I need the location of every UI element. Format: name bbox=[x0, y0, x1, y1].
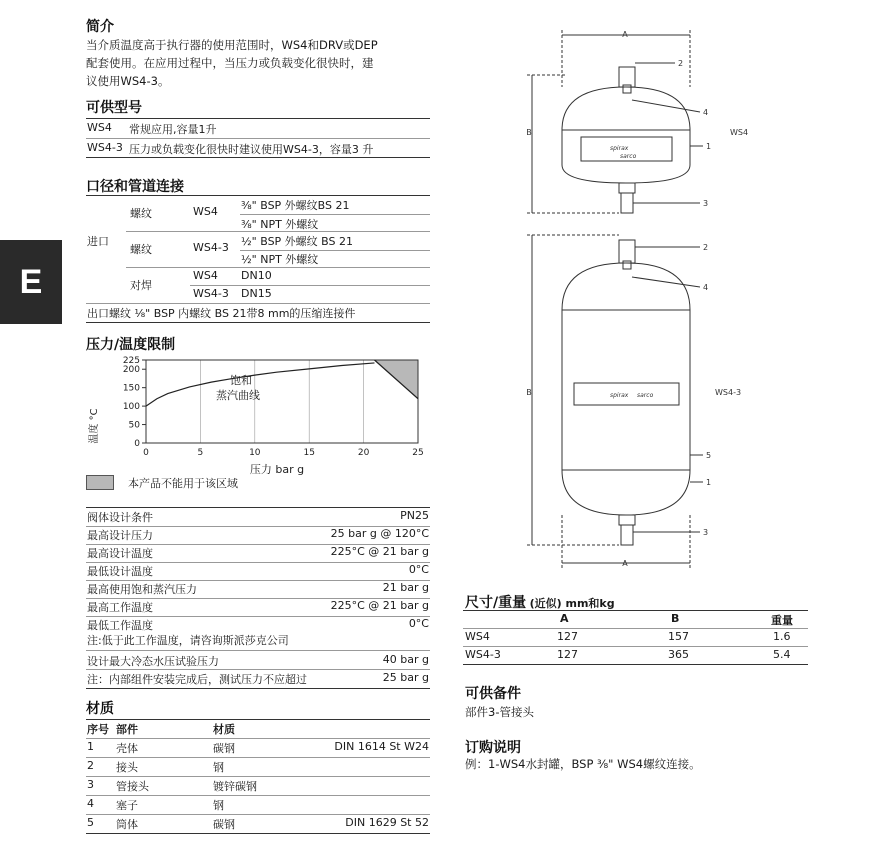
curve-label: 蒸汽曲线 bbox=[216, 389, 260, 402]
y-axis-label: 温度 °C bbox=[89, 408, 100, 444]
model-name: WS4 bbox=[87, 121, 112, 134]
mat-material: 碳钢 bbox=[213, 742, 235, 755]
callout: 2 bbox=[678, 59, 684, 68]
y-tick-label: 200 bbox=[122, 365, 140, 376]
mat-material: 碳钢 bbox=[213, 818, 235, 831]
conn-type: 螺纹 bbox=[130, 207, 152, 220]
y-tick-label: 50 bbox=[128, 420, 140, 431]
curve-label: 饱和 bbox=[230, 374, 252, 387]
plot-frame bbox=[146, 360, 418, 443]
hydro-label: 设计最大冷态水压试验压力 bbox=[87, 655, 219, 668]
legend-label: 本产品不能用于该区域 bbox=[128, 477, 238, 490]
mat-no: 1 bbox=[87, 740, 94, 753]
design-value: 0°C bbox=[408, 563, 429, 576]
dims-a: 127 bbox=[557, 630, 578, 643]
note2-label: 注：内部组件安装完成后，测试压力不应超过 bbox=[87, 673, 307, 686]
dim-a-label: A bbox=[622, 30, 628, 39]
mat-header: 序号 bbox=[87, 723, 109, 736]
brand-logo: spirax bbox=[610, 392, 629, 399]
x-tick-label: 15 bbox=[303, 448, 315, 458]
dims-heading: 尺寸/重量 bbox=[465, 595, 527, 611]
y-tick-label: 150 bbox=[122, 383, 140, 394]
pt-heading: 压力/温度限制 bbox=[86, 337, 176, 353]
dims-model: WS4-3 bbox=[465, 648, 501, 661]
mat-standard: DIN 1614 St W24 bbox=[334, 740, 429, 753]
mat-material: 钢 bbox=[213, 799, 224, 812]
brand-logo: sarco bbox=[620, 153, 637, 160]
intro-line-2: 配套使用。在应用过程中，当压力或负载变化很快时，建 bbox=[86, 56, 374, 70]
series-line bbox=[146, 363, 374, 406]
conn-spec: ½" BSP 外螺纹 BS 21 bbox=[241, 235, 354, 248]
ws4-label: WS4 bbox=[730, 128, 749, 137]
dims-heading-wrap bbox=[465, 592, 615, 612]
dims-a: 127 bbox=[557, 648, 578, 661]
model-name: WS4-3 bbox=[87, 141, 123, 154]
ordering-heading: 订购说明 bbox=[465, 740, 521, 756]
model-desc: 常规应用,容量1升 bbox=[129, 123, 217, 136]
intro-line-1: 当介质温度高于执行器的使用范围时，WS4和DRV或DEP bbox=[86, 38, 378, 52]
conn-spec: ⅜" BSP 外螺纹BS 21 bbox=[241, 199, 350, 212]
callout: 3 bbox=[703, 199, 709, 208]
mat-header: 部件 bbox=[116, 723, 138, 736]
brand-logo: sarco bbox=[637, 392, 654, 399]
design-label: 最高使用饱和蒸汽压力 bbox=[87, 583, 197, 596]
design-value: 225°C @ 21 bar g bbox=[330, 545, 429, 558]
intro-line-3: 议使用WS4-3。 bbox=[86, 74, 170, 88]
design-value: PN25 bbox=[400, 509, 429, 522]
section-tab: E bbox=[0, 240, 62, 324]
x-tick-label: 5 bbox=[197, 448, 204, 458]
design-value: 21 bar g bbox=[382, 581, 429, 594]
design-value: 0°C bbox=[408, 617, 429, 630]
mat-part: 接头 bbox=[116, 761, 138, 774]
ordering-text: 例：1-WS4水封罐，BSP ⅜" WS4螺纹连接。 bbox=[465, 757, 701, 771]
design-label: 最高设计温度 bbox=[87, 547, 153, 560]
hydro-value: 40 bar g bbox=[382, 653, 429, 666]
inlet-label: 进口 bbox=[87, 235, 109, 248]
conn-model: WS4-3 bbox=[193, 241, 229, 254]
mat-no: 2 bbox=[87, 759, 94, 772]
x-axis-label: 压力 bar g bbox=[249, 463, 305, 476]
design-value: 225°C @ 21 bar g bbox=[330, 599, 429, 612]
design-label: 最低工作温度 bbox=[87, 619, 153, 632]
callout: 4 bbox=[703, 283, 709, 292]
mat-standard: DIN 1629 St 52 bbox=[345, 816, 429, 829]
dims-w: 5.4 bbox=[773, 648, 791, 661]
model-desc: 压力或负载变化很快时建议使用WS4-3，容量3 升 bbox=[129, 143, 374, 156]
mat-part: 筒体 bbox=[116, 818, 138, 831]
mat-part: 塞子 bbox=[116, 799, 138, 812]
conn-model: WS4-3 bbox=[193, 287, 229, 300]
design-note: 注:低于此工作温度，请咨询斯派莎克公司 bbox=[87, 634, 289, 647]
y-tick-label: 100 bbox=[122, 402, 140, 413]
materials-heading: 材质 bbox=[86, 701, 114, 717]
design-label: 阀体设计条件 bbox=[87, 511, 153, 524]
mat-part: 管接头 bbox=[116, 780, 149, 793]
conn-model: WS4 bbox=[193, 205, 218, 218]
x-tick-label: 25 bbox=[412, 448, 424, 458]
mat-material: 镀锌碳钢 bbox=[213, 780, 257, 793]
outlet-spec: 出口螺纹 ⅛" BSP 内螺纹 BS 21带8 mm的压缩连接件 bbox=[87, 307, 356, 320]
conn-type: 螺纹 bbox=[130, 243, 152, 256]
note2-value: 25 bar g bbox=[382, 671, 429, 684]
spares-text: 部件3-管接头 bbox=[465, 705, 534, 719]
dims-header: B bbox=[671, 612, 680, 625]
callout: 5 bbox=[706, 451, 712, 460]
spares-heading: 可供备件 bbox=[465, 686, 521, 702]
intro-heading: 简介 bbox=[86, 19, 114, 35]
y-tick-label: 0 bbox=[134, 439, 140, 449]
ws43-label: WS4-3 bbox=[715, 388, 742, 397]
dim-b-label: B bbox=[526, 388, 532, 397]
dims-heading-sub: (近似) mm和kg bbox=[529, 597, 615, 610]
dims-header: 重量 bbox=[771, 614, 793, 627]
dims-b: 365 bbox=[668, 648, 689, 661]
callout: 2 bbox=[703, 243, 709, 252]
callout: 4 bbox=[703, 108, 709, 117]
callout: 3 bbox=[703, 528, 709, 537]
design-label: 最高设计压力 bbox=[87, 529, 153, 542]
conn-model: WS4 bbox=[193, 269, 218, 282]
conn-type: 对焊 bbox=[130, 279, 152, 292]
mat-no: 4 bbox=[87, 797, 94, 810]
mat-material: 钢 bbox=[213, 761, 224, 774]
callout: 1 bbox=[706, 142, 712, 151]
legend-swatch bbox=[86, 475, 114, 490]
design-label: 最高工作温度 bbox=[87, 601, 153, 614]
conn-spec: ⅜" NPT 外螺纹 bbox=[241, 218, 319, 231]
y-tick-label: 225 bbox=[122, 356, 140, 366]
mat-no: 5 bbox=[87, 816, 94, 829]
brand-logo: spirax bbox=[610, 145, 629, 152]
connections-heading: 口径和管道连接 bbox=[86, 179, 184, 195]
callout: 1 bbox=[706, 478, 712, 487]
conn-spec: DN10 bbox=[241, 269, 272, 282]
design-label: 最低设计温度 bbox=[87, 565, 153, 578]
mat-header: 材质 bbox=[213, 723, 235, 736]
mat-part: 壳体 bbox=[116, 742, 138, 755]
dim-a-label: A bbox=[622, 559, 628, 568]
mat-no: 3 bbox=[87, 778, 94, 791]
conn-spec: ½" NPT 外螺纹 bbox=[241, 253, 319, 266]
dims-model: WS4 bbox=[465, 630, 490, 643]
dims-b: 157 bbox=[668, 630, 689, 643]
dims-w: 1.6 bbox=[773, 630, 791, 643]
pt-chart bbox=[82, 354, 432, 476]
x-tick-label: 10 bbox=[249, 448, 261, 458]
product-drawing bbox=[515, 25, 785, 575]
dim-b-label: B bbox=[526, 128, 532, 137]
x-tick-label: 0 bbox=[143, 448, 149, 458]
dims-header: A bbox=[560, 612, 569, 625]
models-heading: 可供型号 bbox=[86, 100, 142, 116]
design-value: 25 bar g @ 120°C bbox=[330, 527, 429, 540]
x-tick-label: 20 bbox=[357, 448, 370, 458]
conn-spec: DN15 bbox=[241, 287, 272, 300]
